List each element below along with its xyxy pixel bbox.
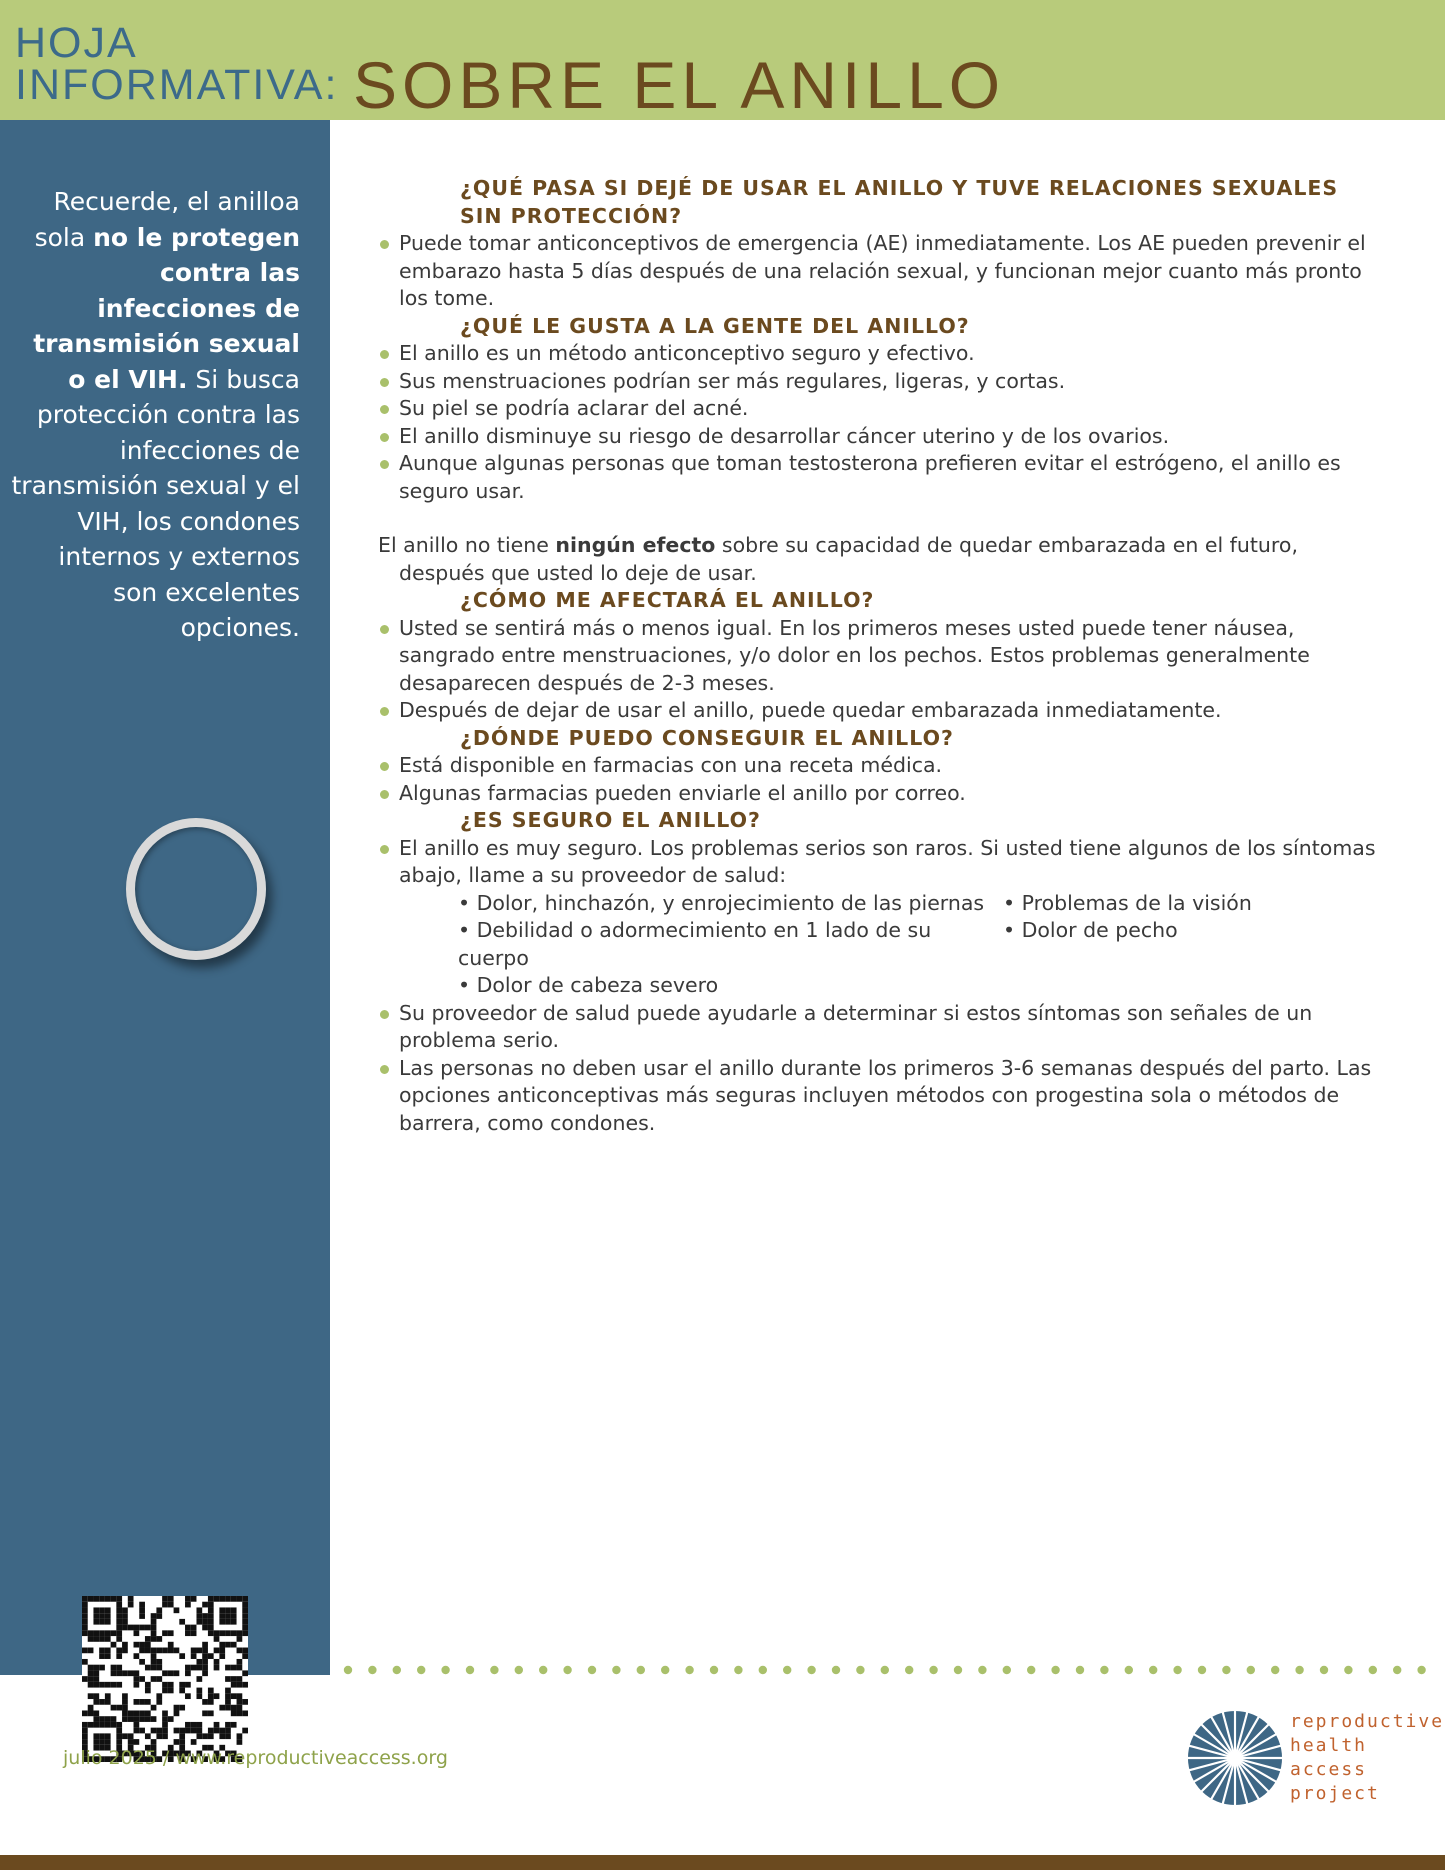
rhap-logo-icon: [1186, 1709, 1284, 1807]
ring-image: [126, 818, 266, 960]
section-heading-unprotected: ¿QUÉ PASA SI DEJÉ DE USAR EL ANILLO Y TUVE RELACIONES SEXUALES SIN PROTECCIÓN?: [460, 176, 1339, 228]
fertility-note-post: sobre su capacidad de quedar embarazada en el futuro, después que usted lo deje de usar.: [399, 533, 1298, 585]
fertility-note: [378, 532, 1388, 587]
sidebar: [0, 120, 330, 1675]
fertility-note-pre: El anillo no tiene: [378, 533, 556, 557]
qr-code[interactable]: [82, 1596, 248, 1762]
section-heading-where: ¿DÓNDE PUEDO CONSEGUIR EL ANILLO?: [460, 725, 954, 750]
symptom-list: [378, 890, 1388, 1000]
logo-word: health: [1290, 1735, 1368, 1756]
fertility-note-bold: ningún efecto: [555, 533, 716, 557]
list-item: Su proveedor de salud puede ayudarle a determinar si estos síntomas son señales de un problema serio.: [378, 1000, 1388, 1055]
logo-word: project: [1290, 1783, 1380, 1804]
bullet-list-likes: [378, 340, 1388, 505]
section-heading-effects: ¿CÓMO ME AFECTARÁ EL ANILLO?: [460, 588, 875, 612]
logo-word: reproductive: [1290, 1711, 1445, 1732]
list-item: Usted se sentirá más o menos igual. En los primeros meses usted puede tener náusea, sangrado entre menstruaciones, y/o dolor en los pechos. Estos problemas generalmente desaparecen después de 2-3 meses.: [378, 615, 1388, 698]
page-title: SOBRE EL ANILLO: [353, 48, 1006, 122]
symptom-column-right: [1003, 890, 1363, 1000]
header-label: [15, 19, 339, 109]
symptom-item: • Dolor, hinchazón, y enrojecimiento de las piernas: [458, 890, 985, 915]
sidebar-reminder-part1: Recuerde, el anilloa sola: [34, 187, 300, 252]
symptom-item: • Dolor de pecho: [1003, 918, 1178, 942]
list-item: Las personas no deben usar el anillo durante los primeros 3-6 semanas después del parto. Las opciones anticonceptivas más seguras incluyen métodos con progestina sola o métodos de barrera, como condones.: [378, 1055, 1388, 1138]
dotted-divider: [342, 1663, 1442, 1677]
sidebar-reminder: [10, 184, 300, 646]
list-item: Su piel se podría aclarar del acné.: [378, 395, 1388, 423]
symptom-item: • Debilidad o adormecimiento en 1 lado de su cuerpo: [458, 918, 932, 970]
logo-wordmark: [1290, 1710, 1444, 1806]
list-item: Sus menstruaciones podrían ser más regulares, ligeras, y cortas.: [378, 368, 1388, 396]
main-content: [378, 175, 1388, 1137]
list-item: El anillo disminuye su riesgo de desarrollar cáncer uterino y de los ovarios.: [378, 423, 1388, 451]
symptom-item: • Problemas de la visión: [1003, 890, 1252, 915]
list-item: Aunque algunas personas que toman testosterona prefieren evitar el estrógeno, el anillo es seguro usar.: [378, 450, 1388, 505]
bullet-list-where: [378, 752, 1388, 807]
bullet-list-safety-more: [378, 1000, 1388, 1138]
bullet-list-safety: [378, 835, 1388, 890]
list-item: El anillo es muy seguro. Los problemas serios son raros. Si usted tiene algunos de los síntomas abajo, llame a su proveedor de salud:: [378, 835, 1388, 890]
symptom-column-left: [458, 890, 1003, 1000]
symptom-item: • Dolor de cabeza severo: [458, 973, 719, 997]
list-item: Algunas farmacias pueden enviarle el anillo por correo.: [378, 780, 1388, 808]
section-heading-likes: ¿QUÉ LE GUSTA A LA GENTE DEL ANILLO?: [460, 313, 970, 338]
footer-date-url[interactable]: julio 2025 / www.reproductiveaccess.org: [63, 1747, 448, 1769]
list-item: Después de dejar de usar el anillo, puede quedar embarazada inmediatamente.: [378, 697, 1388, 725]
list-item: El anillo es un método anticonceptivo seguro y efectivo.: [378, 340, 1388, 368]
header-label-line2: INFORMATIVA:: [15, 61, 339, 109]
logo-word: access: [1290, 1759, 1368, 1780]
list-item: Puede tomar anticonceptivos de emergencia (AE) inmediatamente. Los AE pueden prevenir el embarazo hasta 5 días después de una relación sexual, y funcionan mejor cuanto más pronto los tome.: [378, 230, 1388, 313]
bullet-list-unprotected: [378, 230, 1388, 313]
sidebar-reminder-part3: Si busca protección contra las infecciones de transmisión sexual y el VIH, los condones internos y externos son excelentes opciones.: [11, 364, 300, 642]
header-banner: [0, 0, 1445, 120]
header-label-line1: HOJA: [15, 19, 138, 67]
sidebar-reminder-bold: no le protegen contra las infecciones de transmisión sexual o el VIH.: [33, 222, 300, 394]
list-item: Está disponible en farmacias con una receta médica.: [378, 752, 1388, 780]
section-heading-safety: ¿ES SEGURO EL ANILLO?: [460, 808, 761, 832]
footer-bar: [0, 1855, 1445, 1870]
bullet-list-effects: [378, 615, 1388, 725]
